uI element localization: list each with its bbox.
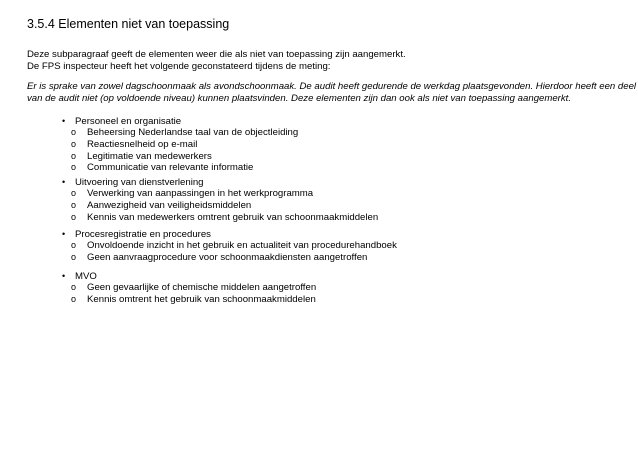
intro-paragraph [27, 49, 406, 73]
list-item [71, 212, 378, 224]
circle-bullet-icon: o [71, 188, 77, 198]
sub-item-list [71, 188, 378, 223]
italic-note [27, 81, 636, 105]
list-item-text: Kennis omtrent het gebruik van schoonmaakmiddelen [87, 293, 316, 305]
category-label: Personeel en organisatie [75, 116, 182, 127]
note-line: Er is sprake van zowel dagschoonmaak als avondschoonmaak. De audit heeft gedurende de werkdag plaatsgevonden. Hierdoor heeft een deel [27, 81, 637, 92]
section-heading: 3.5.4 Elementen niet van toepassing [27, 17, 230, 31]
circle-bullet-icon: o [71, 162, 77, 173]
circle-bullet-icon: o [71, 199, 77, 210]
list-item-text: Geen aanvraagprocedure voor schoonmaakdiensten aangetroffen [87, 251, 368, 263]
intro-line: De FPS inspecteur heeft het volgende geconstateerd tijdens de meting: [27, 61, 331, 72]
note-line: van de audit niet (op voldoende niveau) kunnen plaatsvinden. Deze elementen zijn dan ook als niet van toepassing aangemerkt. [27, 93, 572, 104]
circle-bullet-icon: o [71, 282, 77, 292]
list-item [71, 294, 316, 306]
bullet-icon: • [62, 271, 66, 281]
circle-bullet-icon: o [71, 240, 77, 250]
list-item-text: Geen gevaarlijke of chemische middelen aangetroffen [87, 282, 317, 293]
list-item [71, 188, 378, 200]
category-label: Procesregistratie en procedures [75, 229, 211, 240]
list-item-text: Beheersing Nederlandse taal van de objectleiding [87, 127, 299, 138]
sub-item-list [71, 282, 316, 306]
list-item [71, 162, 298, 174]
list-item-text: Onvoldoende inzicht in het gebruik en actualiteit van procedurehandboek [87, 240, 397, 251]
list-item [71, 127, 298, 139]
list-item [71, 139, 298, 151]
list-item [71, 200, 378, 212]
sub-item-list [71, 127, 298, 174]
list-item [71, 151, 298, 163]
list-item [71, 282, 316, 294]
list-item-text: Communicatie van relevante informatie [87, 162, 254, 174]
circle-bullet-icon: o [71, 211, 77, 222]
category-label: MVO [75, 271, 97, 282]
bullet-icon: • [62, 177, 66, 187]
bullet-icon: • [62, 229, 66, 239]
circle-bullet-icon: o [71, 251, 77, 262]
circle-bullet-icon: o [71, 293, 77, 304]
list-item-text: Aanwezigheid van veiligheidsmiddelen [87, 199, 252, 211]
circle-bullet-icon: o [71, 150, 77, 161]
intro-line: Deze subparagraaf geeft de elementen weer die als niet van toepassing zijn aangemerkt. [27, 49, 406, 60]
circle-bullet-icon: o [71, 138, 77, 149]
list-item-text: Reactiesnelheid op e-mail [87, 138, 198, 150]
list-item [71, 240, 397, 252]
sub-item-list [71, 240, 397, 264]
list-item [71, 252, 397, 264]
circle-bullet-icon: o [71, 127, 77, 137]
list-item-text: Verwerking van aanpassingen in het werkprogramma [87, 188, 314, 199]
bullet-icon: • [62, 116, 66, 126]
category-label: Uitvoering van dienstverlening [75, 177, 204, 188]
list-item-text: Kennis van medewerkers omtrent gebruik van schoonmaakmiddelen [87, 211, 379, 223]
list-item-text: Legitimatie van medewerkers [87, 150, 212, 162]
